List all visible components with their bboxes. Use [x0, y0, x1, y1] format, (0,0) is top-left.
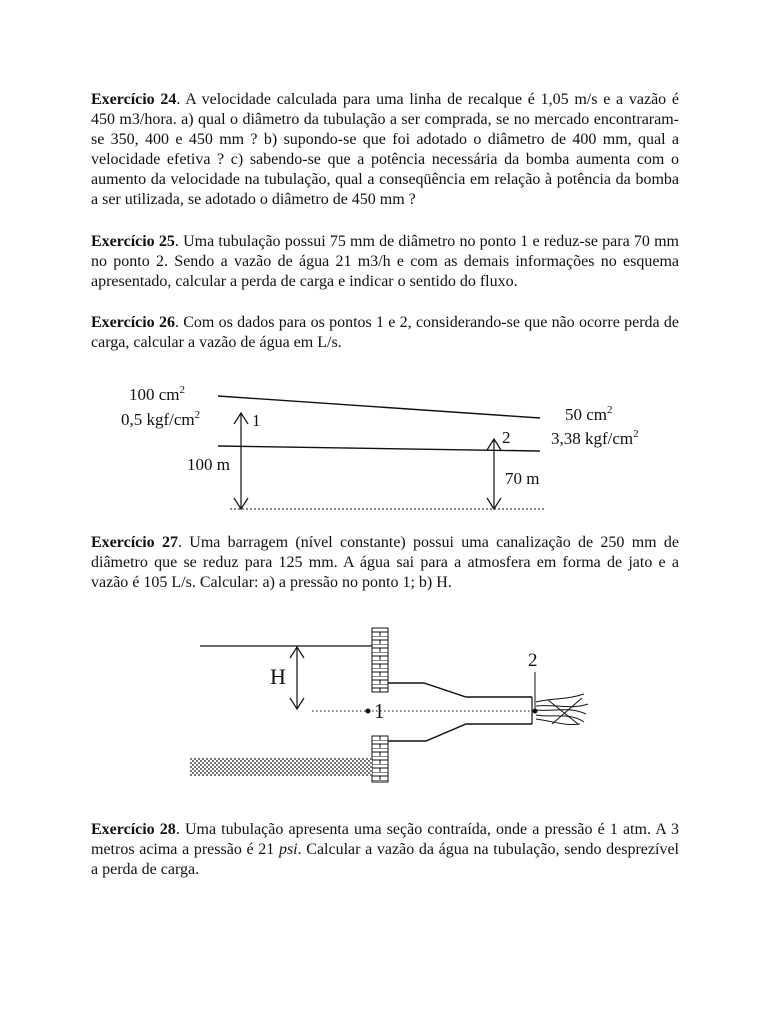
exercise-25 [91, 232, 679, 292]
exercise-label: Exercício 27 [91, 534, 178, 551]
pipe-bottom-wall [218, 446, 540, 451]
unit-psi: psi [278, 841, 298, 858]
height-1-label: 100 m [187, 455, 230, 474]
exercise-28 [91, 820, 679, 880]
pipe-top-wall [218, 396, 540, 418]
point-1-marker [366, 709, 371, 714]
point-1-label: 1 [252, 411, 261, 430]
area-2-label: 50 $cm^2$ [565, 404, 613, 424]
exercise-26 [91, 313, 679, 353]
exercise-text: . Uma barragem (nível constante) possui uma canalização de 250 mm de diâmetro que se reduz para 125 mm. A água sai para a atmosfera em forma de jato e a vazão é 105 L/s. Calcular: a) a pressão no ponto 1; b) H. [91, 534, 679, 591]
water-jet [536, 694, 588, 725]
exercise-text: . Uma tubulação apresenta uma seção contraída, onde a pressão é 1 atm. A 3 metros acima a pressão é 21 [91, 821, 679, 858]
exercise-27 [91, 533, 679, 593]
area-1-label: 100 $cm^2$ [129, 384, 186, 404]
height-2-label: 70 m [505, 469, 540, 488]
exercise-label: Exercício 25 [91, 233, 175, 250]
exercise-text: . A velocidade calculada para uma linha de recalque é 1,05 m/s e a vazão é 450 m3/hora. a) qual o diâmetro da tubulação a ser comprada, se no mercado encontraram-se 350, 400 e 450 mm ? b) supondo-se que foi adotado o diâmetro de 400 mm, qual a velocidade efetiva ? c) sabendo-se que a potência necessária da bomba aumenta com o aumento da velocidade na tubulação, qual a conseqüência em relação à potência da bomba a ser utilizada, se adotado o diâmetro de 450 mm ? [91, 91, 679, 208]
pipe-upper-wall [388, 683, 532, 697]
exercise-label: Exercício 24 [91, 91, 177, 108]
pipe-lower-wall [388, 724, 532, 741]
pressure-1-label: 0,5 kgf/$cm^2$ [121, 409, 201, 429]
pressure-2-label: 3,38 kgf/$cm^2$ [551, 428, 639, 448]
h-label: H [270, 664, 286, 689]
dam-wall-upper [372, 628, 388, 692]
exercise-label: Exercício 28 [91, 821, 176, 838]
ground [190, 758, 372, 776]
point-2-label: 2 [528, 650, 538, 671]
pipe-diagram [0, 370, 768, 520]
exercise-label: Exercício 26 [91, 314, 175, 331]
point-2-label: 2 [502, 428, 511, 447]
exercise-text: . Com os dados para os pontos 1 e 2, considerando-se que não ocorre perda de carga, calcular a vazão de água em L/s. [91, 314, 680, 351]
exercise-text: . Uma tubulação possui 75 mm de diâmetro no ponto 1 e reduz-se para 70 mm no ponto 2. Sendo a vazão de água 21 m3/h e com as demais informações no esquema apresentado, calcular a perda de carga e indicar o sentido do fluxo. [91, 233, 679, 290]
dam-diagram [0, 620, 768, 790]
dam-wall-lower [372, 736, 388, 782]
point-1-label: 1 [374, 699, 385, 723]
exercise-text: . Calcular a vazão da água na tubulação, sendo desprezível a perda de carga. [91, 841, 679, 878]
exercise-24 [91, 90, 679, 210]
